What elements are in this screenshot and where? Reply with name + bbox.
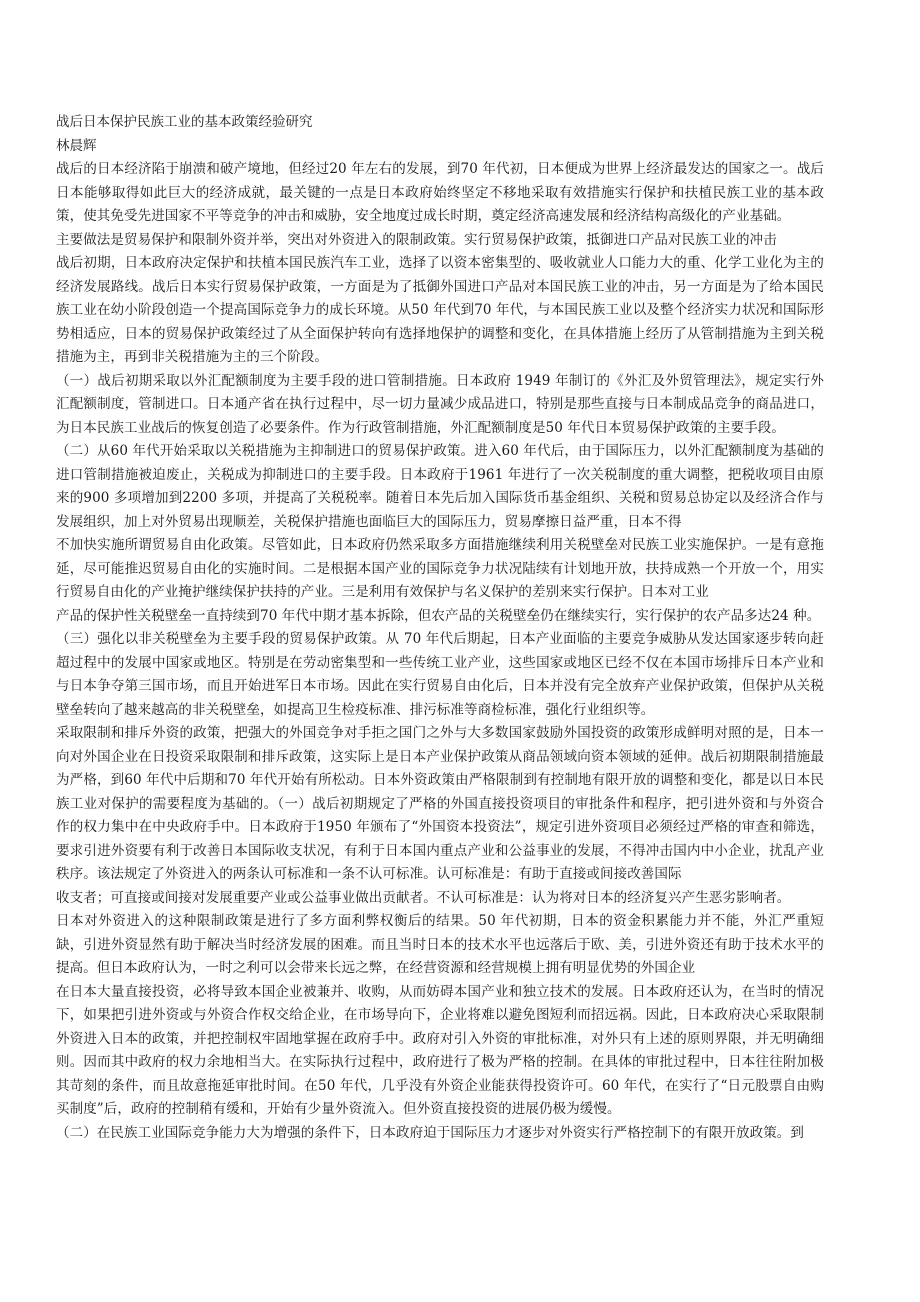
document-title: 战后日本保护民族工业的基本政策经验研究 xyxy=(56,114,313,130)
paragraph: 主要做法是贸易保护和限制外资并举，突出对外资进入的限制政策。实行贸易保护政策，抵御进口产品对民族工业的冲击 xyxy=(56,231,777,248)
document-page xyxy=(56,111,824,1145)
document-author: 林晨辉 xyxy=(56,137,97,154)
paragraph: （二）从60 年代开始采取以关税措施为主抑制进口的贸易保护政策。进入60 年代后，由于国际压力，以外汇配额制度为基础的进口管制措施被迫废止，关税成为抑制进口的主要手段。日本政府于1961 年进行了一次关税制度的重大调整，把税收项目由原来的900 多项增加到2200 多项，并提高了关税税率。随着日本先后加入国际货币基金组织、关税和贸易总协定以及经济合作与发展组织，加上对外贸易出现顺差，关税保护措施也面临巨大的国际压力，贸易摩擦日益严重，日本不得 xyxy=(56,443,824,530)
paragraph: 战后的日本经济陷于崩溃和破产境地，但经过20 年左右的发展，到70 年代初，日本便成为世界上经济最发达的国家之一。战后日本能够取得如此巨大的经济成就，最关键的一点是日本政府始终坚定不移地采取有效措施实行保护和扶植民族工业的基本政策，使其免受先进国家不平等竞争的冲击和威胁，安全地度过成长时期，奠定经济高速发展和经济结构高级化的产业基础。 xyxy=(56,161,824,224)
paragraph: （二）在民族工业国际竞争能力大为增强的条件下，日本政府迫于国际压力才逐步对外资实行严格控制下的有限开放政策。到 xyxy=(56,1124,804,1141)
paragraph: 收支者；可直接或间接对发展重要产业或公益事业做出贡献者。不认可标准是：认为将对日本的经济复兴产生恶劣影响者。 xyxy=(56,889,791,906)
paragraph: 在日本大量直接投资，必将导致本国企业被兼并、收购，从而妨碍本国产业和独立技术的发展。日本政府还认为，在当时的情况下，如果把引进外资或与外资合作权交给企业，在市场导向下，企业将难以避免图短利而招远祸。因此，日本政府决心采取限制外资进入日本的政策，并把控制权牢固地掌握在政府手中。政府对引入外资的审批标准，对外只有上述的原则界限，并无明确细则。因而其中政府的权力余地相当大。在实际执行过程中，政府进行了极为严格的控制。在具体的审批过程中，日本往往附加极其苛刻的条件，而且故意拖延审批时间。在50 年代，几乎没有外资企业能获得投资许可。60 年代，在实行了“日元股票自由购买制度”后，政府的控制稍有缓和，开始有少量外资流入。但外资直接投资的进展仍极为缓慢。 xyxy=(56,983,824,1117)
paragraph: （三）强化以非关税壁垒为主要手段的贸易保护政策。从 70 年代后期起，日本产业面临的主要竞争威胁从发达国家逐步转向赶超过程中的发展中国家或地区。特别是在劳动密集型和一些传统工业产业，这些国家或地区已经不仅在本国市场排斥日本产业和与日本争夺第三国市场，而且开始进军日本市场。因此在实行贸易自由化后，日本并没有完全放弃产业保护政策，但保护从关税壁垒转向了越来越高的非关税壁垒，如提高卫生检疫标准、排污标准等商检标准，强化行业组织等。 xyxy=(56,631,824,718)
paragraph: 产品的保护性关税壁垒一直持续到70 年代中期才基本拆除，但农产品的关税壁垒仍在继续实行，实行保护的农产品多达24 种。 xyxy=(56,607,821,624)
paragraph: （一）战后初期采取以外汇配额制度为主要手段的进口管制措施。日本政府 1949 年制订的《外汇及外贸管理法》，规定实行外汇配额制度，管制进口。日本通产省在执行过程中，尽一切力量减少成品进口，特别是那些直接与日本制成品竞争的商品进口，为日本民族工业战后的恢复创造了必要条件。作为行政管制措施，外汇配额制度是50 年代日本贸易保护政策的主要手段。 xyxy=(56,372,824,436)
paragraph: 战后初期，日本政府决定保护和扶植本国民族汽车工业，选择了以资本密集型的、吸收就业人口能力大的重、化学工业化为主的经济发展路线。战后日本实行贸易保护政策，一方面是为了抵御外国进口产品对本国民族工业的冲击，另一方面是为了给本国民族工业在幼小阶段创造一个提高国际竞争力的成长环境。从50 年代到70 年代，与本国民族工业以及整个经济实力状况和国际形势相适应，日本的贸易保护政策经过了从全面保护转向有选择地保护的调整和变化，在具体措施上经历了从管制措施为主到关税措施为主，再到非关税措施为主的三个阶段。 xyxy=(56,255,824,365)
document-body xyxy=(56,158,824,1145)
paragraph: 采取限制和排斥外资的政策，把强大的外国竞争对手拒之国门之外与大多数国家鼓励外国投资的政策形成鲜明对照的是，日本一向对外国企业在日投资采取限制和排斥政策，这实际上是日本产业保护政策从商品领域向资本领域的延伸。战后初期限制措施最为严格，到60 年代中后期和70 年代开始有所松动。日本外资政策由严格限制到有控制地有限开放的调整和变化，都是以日本民族工业对保护的需要程度为基础的。（一）战后初期规定了严格的外国直接投资项目的审批条件和程序，把引进外资和与外资合作的权力集中在中央政府手中。日本政府于1950 年颁布了“外国资本投资法”，规定引进外资项目必须经过严格的审查和筛选，要求引进外资要有利于改善日本国际收支状况，有利于日本国内重点产业和公益事业的发展，不得冲击国内中小企业，扰乱产业秩序。该法规定了外资进入的两条认可标准和一条不认可标准。认可标准是：有助于直接或间接改善国际 xyxy=(56,725,824,882)
paragraph: 不加快实施所谓贸易自由化政策。尽管如此，日本政府仍然采取多方面措施继续利用关税壁垒对民族工业实施保护。一是有意拖延，尽可能推迟贸易自由化的实施时间。二是根据本国产业的国际竞争力状况陆续有计划地开放，扶持成熟一个开放一个，用实行贸易自由化的产业掩护继续保护扶持的产业。三是利用有效保护与名义保护的差别来实行保护。日本对工业 xyxy=(56,537,824,600)
paragraph: 日本对外资进入的这种限制政策是进行了多方面利弊权衡后的结果。50 年代初期，日本的资金积累能力并不能，外汇严重短缺，引进外资显然有助于解决当时经济发展的困难。而且当时日本的技术水平也远落后于欧、美，引进外资还有助于技术水平的提高。但日本政府认为，一时之利可以会带来长远之弊，在经营资源和经营规模上拥有明显优势的外国企业 xyxy=(56,913,824,976)
